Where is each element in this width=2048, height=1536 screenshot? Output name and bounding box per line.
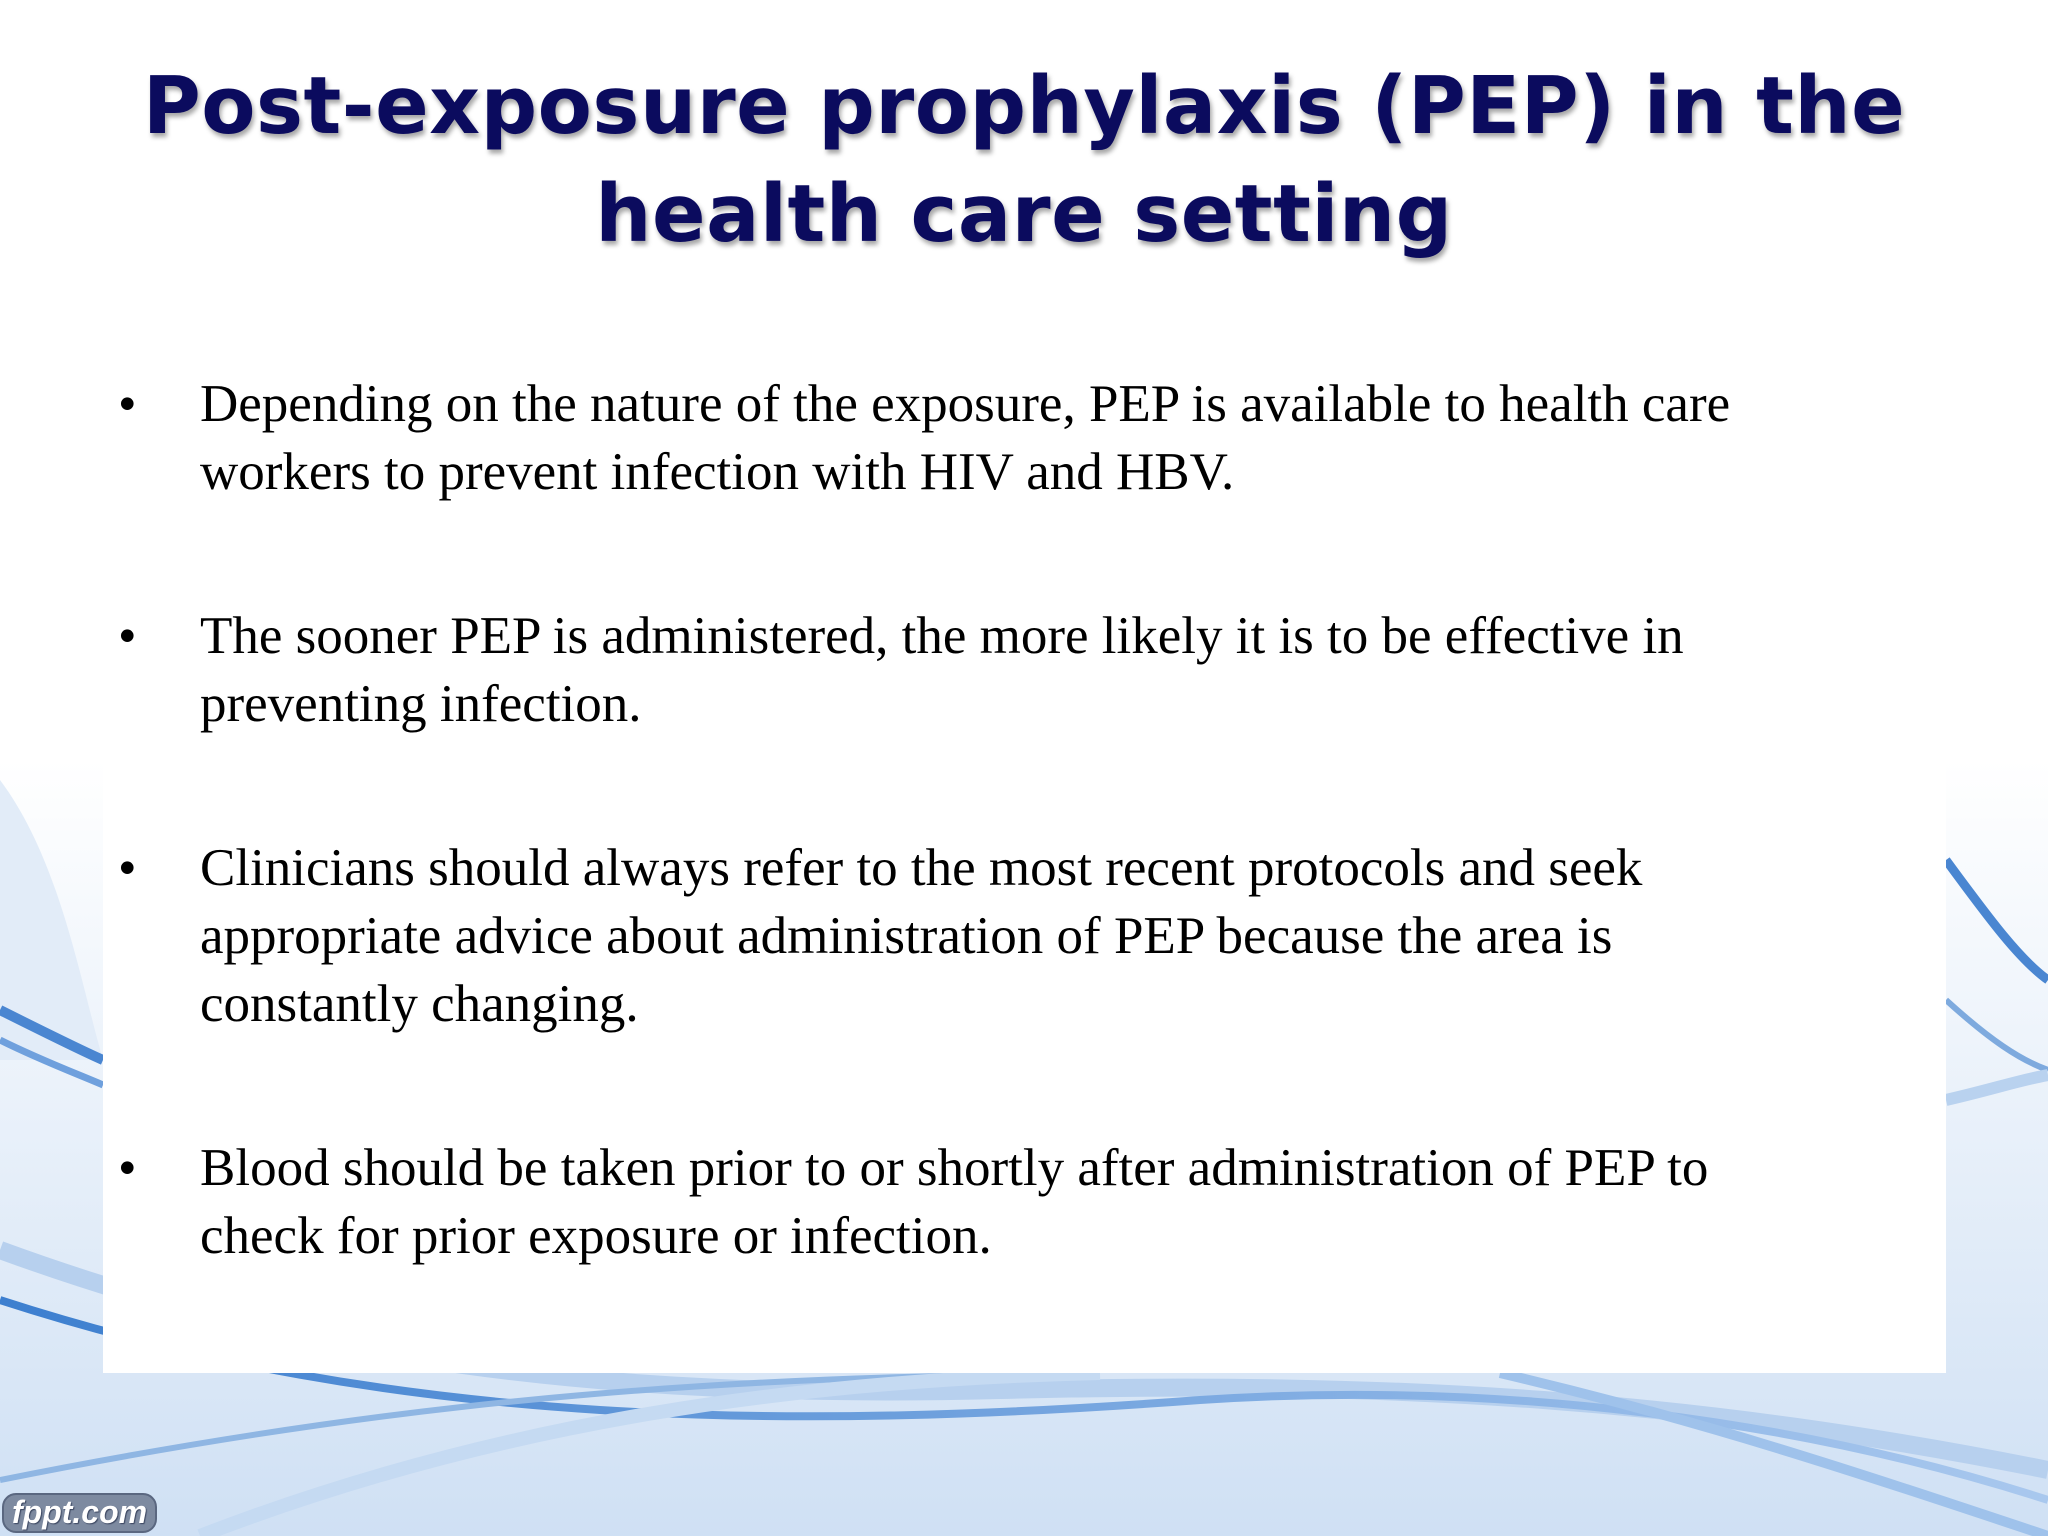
bullet-item-1: [118, 370, 1898, 506]
bullet-text-line: Clinicians should always refer to the most recent protocols and seek: [200, 839, 1643, 897]
bullet-list: [118, 370, 1898, 1366]
bullet-icon: •: [118, 1139, 137, 1197]
bullet-text-line: The sooner PEP is administered, the more likely it is to be effective in: [200, 607, 1684, 665]
bullet-icon: •: [118, 839, 137, 897]
bullet-text-line: appropriate advice about administration of PEP because the area is: [200, 907, 1613, 965]
fppt-logo: fppt.com: [2, 1493, 157, 1533]
bullet-item-4: [118, 1134, 1898, 1270]
title-line-2: health care setting: [595, 168, 1453, 260]
bullet-icon: •: [118, 607, 137, 665]
bullet-icon: •: [118, 375, 137, 433]
bullet-text-line: workers to prevent infection with HIV and HBV.: [200, 443, 1235, 501]
bullet-item-3: [118, 834, 1898, 1038]
bullet-text-line: preventing infection.: [200, 675, 642, 733]
bullet-text-line: check for prior exposure or infection.: [200, 1207, 992, 1265]
slide-title: [0, 52, 2048, 268]
bullet-text-line: Blood should be taken prior to or shortly after administration of PEP to: [200, 1139, 1709, 1197]
title-line-1: Post-exposure prophylaxis (PEP) in the: [142, 60, 1906, 152]
bullet-text-line: constantly changing.: [200, 975, 639, 1033]
bullet-text-line: Depending on the nature of the exposure, PEP is available to health care: [200, 375, 1731, 433]
bullet-item-2: [118, 602, 1898, 738]
